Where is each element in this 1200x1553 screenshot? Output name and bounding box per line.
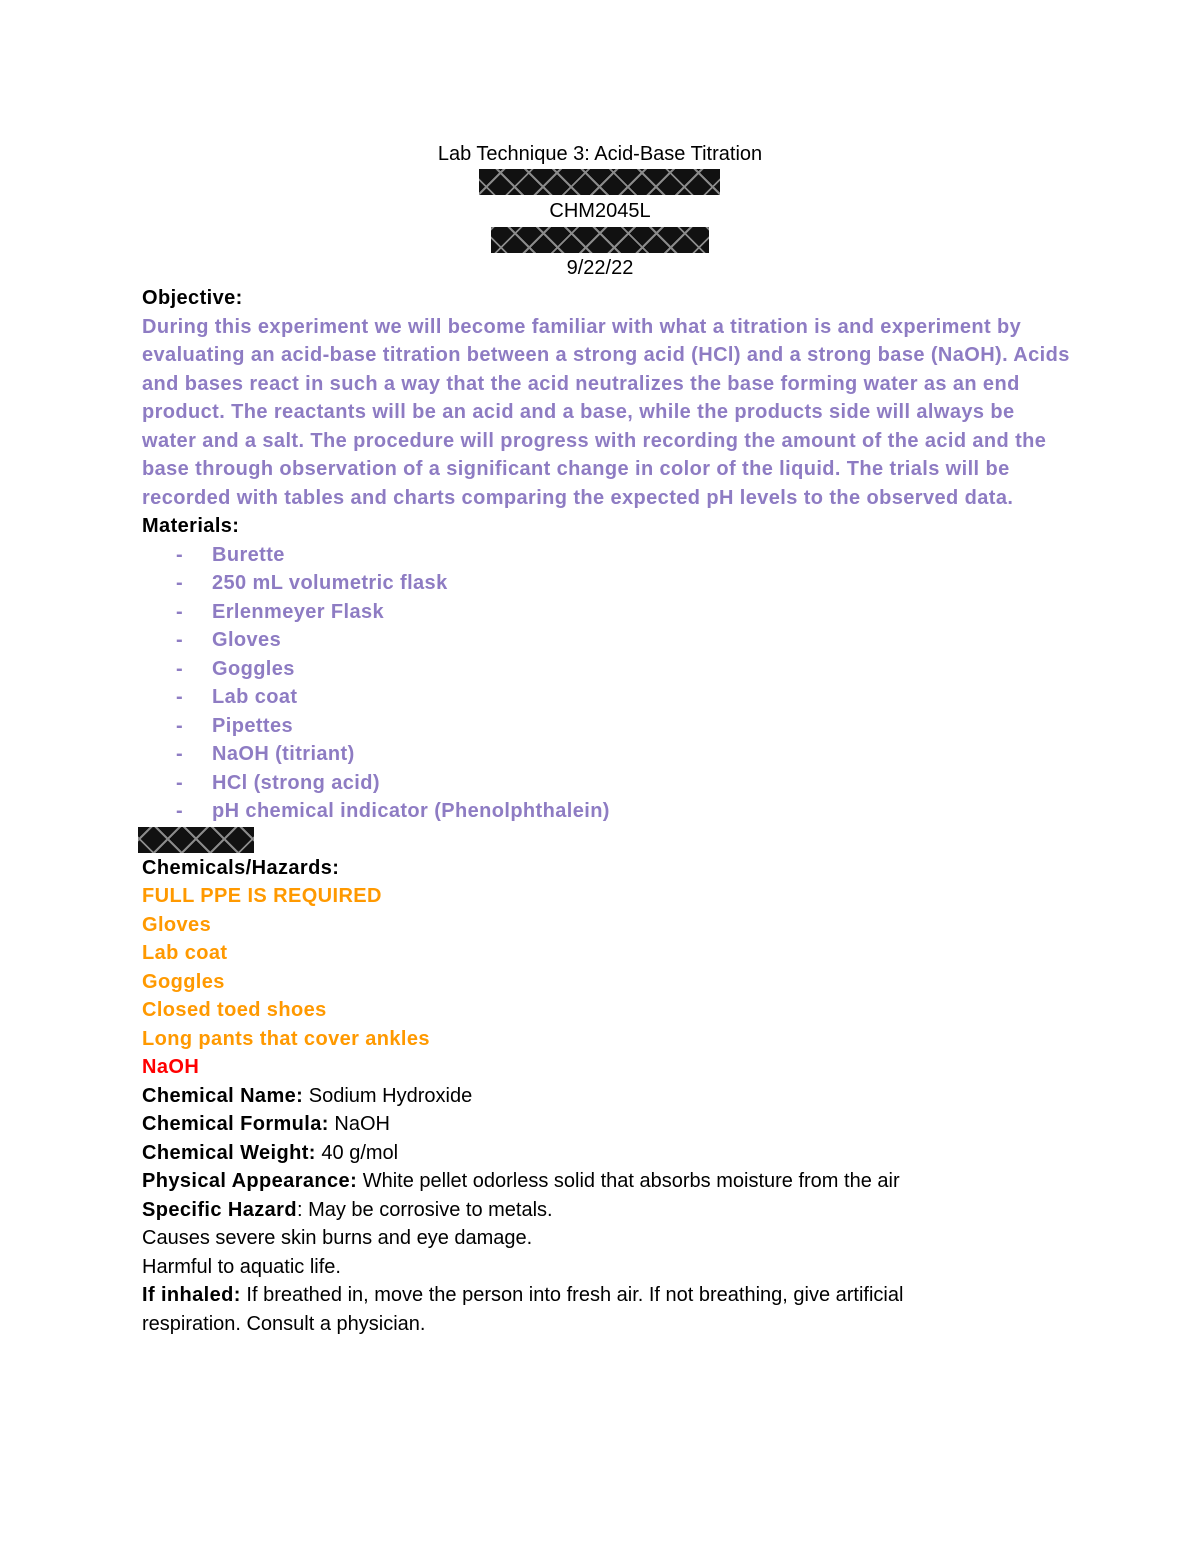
hazard-line: Harmful to aquatic life. — [142, 1255, 341, 1278]
list-item: - Burette — [176, 543, 285, 566]
ppe-item: Long pants that cover ankles — [142, 1027, 430, 1050]
list-item: - Gloves — [176, 629, 282, 651]
list-item: - Lab coat — [176, 686, 298, 708]
hazards-heading: Chemicals/Hazards: — [142, 856, 340, 879]
ppe-heading: FULL PPE IS REQUIRED — [142, 885, 382, 907]
chemical-formula-value: NaOH — [334, 1113, 390, 1135]
inhaled-label: If inhaled: — [142, 1284, 241, 1306]
objective-heading: Objective: — [142, 287, 243, 309]
objective-text: During this experiment we will become familiar with what a titration is and experiment by evaluating an acid-base titration between a strong acid (HCl) and a strong base (NaOH). Acids and bases react in such a way that the acid neutralizes the base forming water as an end product. The reactants will be an acid and a base, while the products side will always be water and a salt. The procedure will progress with recording the amount of the acid and the base through observation of a significant change in color of the liquid. The trials will be recorded with tables and charts comparing the expected pH levels to the observed data. — [142, 315, 1070, 509]
chemical-name-label: Chemical Name: — [142, 1084, 304, 1107]
doc-title: Lab Technique 3: Acid-Base Titration — [437, 143, 763, 165]
ppe-item: Lab coat — [142, 942, 228, 964]
chemical-name-value: Sodium Hydroxide — [308, 1084, 473, 1107]
list-item: - NaOH (titriant) — [176, 743, 355, 765]
hazard-line: Causes severe skin burns and eye damage. — [142, 1227, 533, 1249]
ppe-item: Closed toed shoes — [142, 999, 327, 1021]
list-item: - 250 mL volumetric flask — [176, 572, 448, 594]
course-code: CHM2045L — [549, 200, 651, 222]
redacted-name-block — [479, 169, 720, 195]
redacted-instructor-block — [491, 227, 709, 253]
specific-hazard-label: Specific Hazard — [142, 1198, 297, 1221]
redacted-section-block — [138, 827, 254, 853]
chemical-weight-row — [142, 1139, 1082, 1168]
list-item: - pH chemical indicator (Phenolphthalein) — [176, 800, 610, 822]
list-item: - Erlenmeyer Flask — [176, 600, 385, 623]
chemical-formula-row — [142, 1110, 1082, 1139]
chemical-name-row — [142, 1082, 1082, 1111]
list-item: - Goggles — [176, 657, 295, 680]
chemical-weight-value: 40 g/mol — [321, 1141, 399, 1164]
report-body — [142, 284, 1082, 1338]
physical-appearance-row — [142, 1167, 1082, 1196]
chemical-heading: NaOH — [142, 1056, 200, 1078]
materials-list — [142, 541, 1082, 826]
inhaled-row — [142, 1281, 1082, 1310]
physical-appearance-value: White pellet odorless solid that absorbs moisture from the air — [362, 1170, 900, 1192]
specific-hazard-value: : May be corrosive to metals. — [296, 1198, 553, 1221]
materials-heading: Materials: — [142, 515, 240, 537]
ppe-item: Goggles — [142, 970, 225, 993]
ppe-item: Gloves — [142, 913, 212, 936]
inhaled-continued: respiration. Consult a physician. — [142, 1312, 426, 1335]
doc-date: 9/22/22 — [566, 257, 634, 279]
chemical-formula-label: Chemical Formula: — [142, 1113, 329, 1135]
list-item: - Pipettes — [176, 714, 294, 737]
specific-hazard-row — [142, 1196, 1082, 1225]
list-item: - HCl (strong acid) — [176, 771, 380, 794]
chemical-weight-label: Chemical Weight: — [142, 1141, 316, 1164]
physical-appearance-label: Physical Appearance: — [142, 1170, 358, 1192]
inhaled-value: If breathed in, move the person into fresh air. If not breathing, give artificial — [246, 1284, 904, 1306]
